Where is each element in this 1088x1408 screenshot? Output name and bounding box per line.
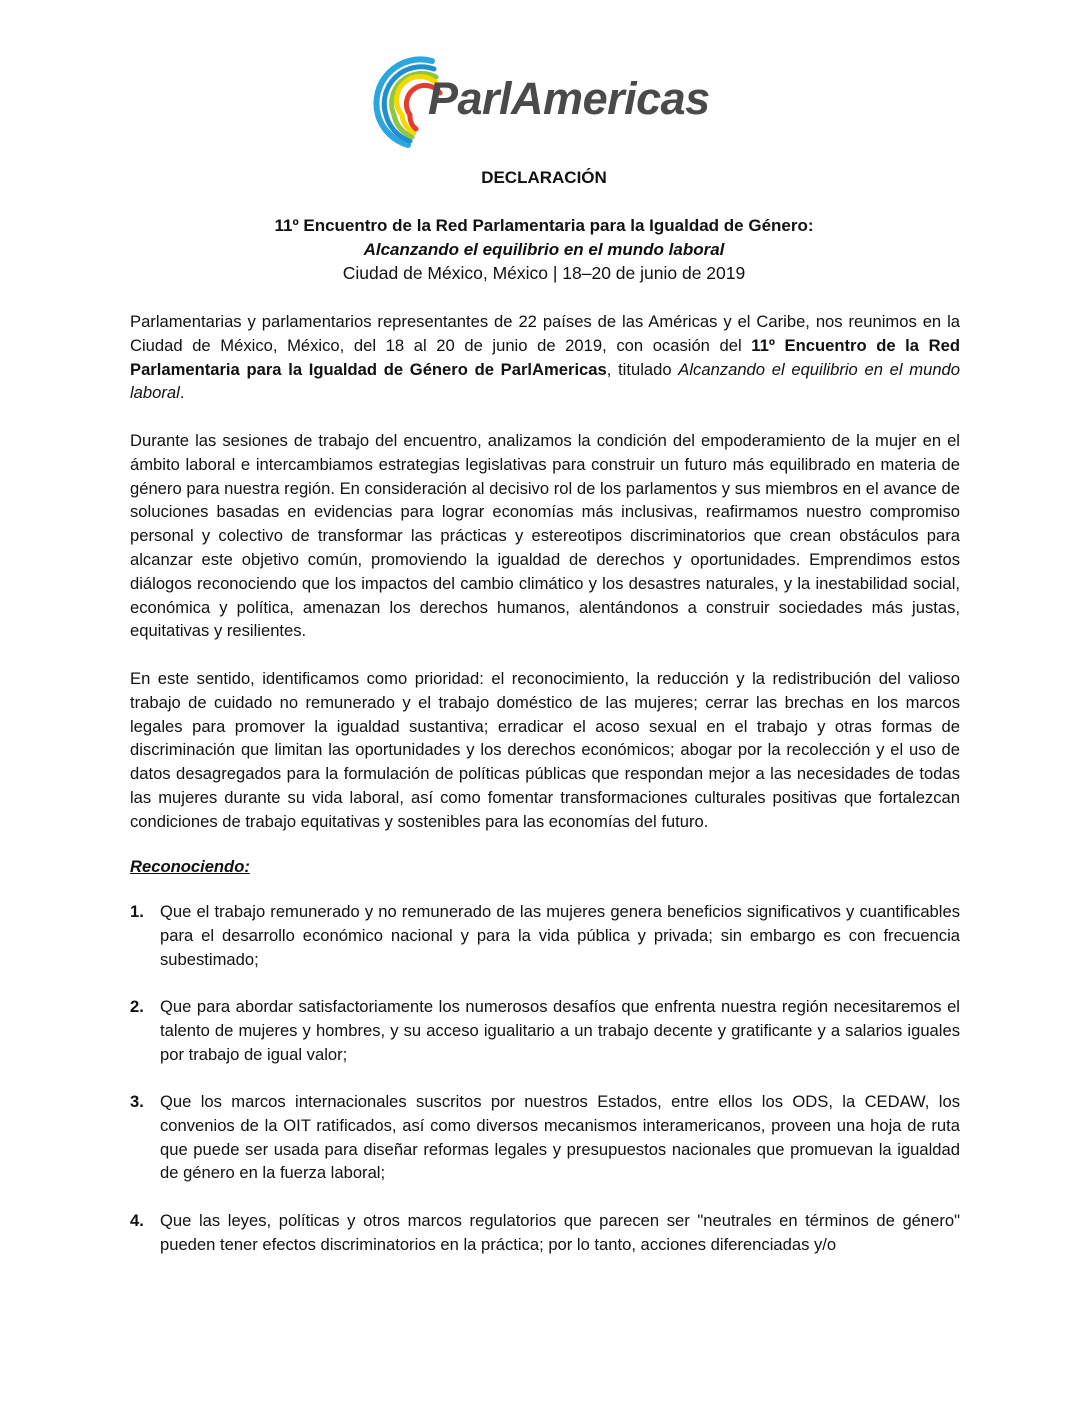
list-item-text: Que los marcos internacionales suscritos por nuestros Estados, entre ellos los ODS, la CEDAW, los convenios de la OIT ratificados, así como diversos mecanismos interamericanos, proveen una hoja de ruta que puede ser usada para diseñar reformas legales y presupuestos nacionales que promuevan la igualdad de género en la fuerza laboral;	[160, 1092, 960, 1183]
event-place-date: Ciudad de México, México | 18–20 de junio de 2019	[342, 263, 746, 283]
list-item-text: Que el trabajo remunerado y no remunerado de las mujeres genera beneficios significativos y cuantificables para el desarrollo económico nacional y para la vida pública y privada; sin embargo es con frecuencia subestimado;	[160, 902, 960, 969]
intro-text-2: , titulado	[606, 359, 679, 379]
list-item-text: Que para abordar satisfactoriamente los numerosos desafíos que enfrenta nuestra región necesitaremos el talento de mujeres y hombres, y su acceso igualitario a un trabajo decente y gratificante y a salarios iguales por trabajo de igual valor;	[160, 997, 960, 1064]
document-title: DECLARACIÓN	[481, 168, 607, 187]
event-subtitle: Alcanzando el equilibrio en el mundo laboral	[363, 240, 725, 259]
list-item-number: 3.	[130, 1092, 144, 1111]
event-title: 11º Encuentro de la Red Parlamentaria para la Igualdad de Género:	[274, 216, 814, 235]
section-heading-reconociendo: Reconociendo:	[130, 857, 250, 876]
priorities-paragraph: En este sentido, identificamos como prioridad: el reconocimiento, la reducción y la redistribución del valioso trabajo de cuidado no remunerado y el trabajo doméstico de las mujeres; cerrar las brechas en los marcos legales para promover la igualdad sustantiva; erradicar el acoso sexual en el trabajo y otras formas de discriminación que limitan las oportunidades y los derechos económicos; abogar por la recolección y el uso de datos desagregados para la formulación de políticas públicas que respondan mejor a las necesidades de todas las mujeres durante su vida laboral, así como fomentar transformaciones culturales positivas que fortalezcan condiciones de trabajo equitativas y sostenibles para las economías del futuro.	[130, 669, 960, 831]
intro-bold-event: 11º Encuentro de la Red Parlamentaria para la Igualdad de Género de ParlAmericas	[130, 335, 960, 379]
list-item-number: 2.	[130, 997, 144, 1016]
list-item-number: 1.	[130, 902, 144, 921]
sessions-paragraph: Durante las sesiones de trabajo del encuentro, analizamos la condición del empoderamiento de la mujer en el ámbito laboral e intercambiamos estrategias legislativas para construir un futuro más equilibrado en materia de género para nuestra región. En consideración al decisivo rol de los parlamentos y sus miembros en el avance de soluciones basadas en evidencias para lograr economías más inclusivas, reafirmamos nuestro compromiso personal y colectivo de transformar las prácticas y estereotipos discriminatorios que crean obstáculos para alcanzar este objetivo común, promoviendo la igualdad de derechos y oportunidades. Emprendimos estos diálogos reconociendo que los impactos del cambio climático y los desastres naturales, y la inestabilidad social, económica y política, amenazan los derechos humanos, alentándonos a construir sociedades más justas, equitativas y resilientes.	[130, 431, 960, 641]
list-item-text: Que las leyes, políticas y otros marcos regulatorios que parecen ser "neutrales en términos de género" pueden tener efectos discriminatorios en la práctica; por lo tanto, acciones diferenciadas y/o	[160, 1211, 960, 1254]
intro-italic-title: Alcanzando el equilibrio en el mundo laboral	[130, 359, 961, 403]
parlamericas-logo	[370, 55, 710, 150]
list-item-number: 4.	[130, 1211, 144, 1230]
intro-text-1: Parlamentarias y parlamentarios representantes de 22 países de las Américas y el Caribe, nos reunimos en la Ciudad de México, México, del 18 al 20 de junio de 2019, con ocasión del	[130, 312, 960, 355]
logo-wordmark: ParlAmericas	[428, 73, 710, 124]
intro-paragraph	[130, 310, 960, 405]
intro-text-3: .	[179, 383, 185, 403]
